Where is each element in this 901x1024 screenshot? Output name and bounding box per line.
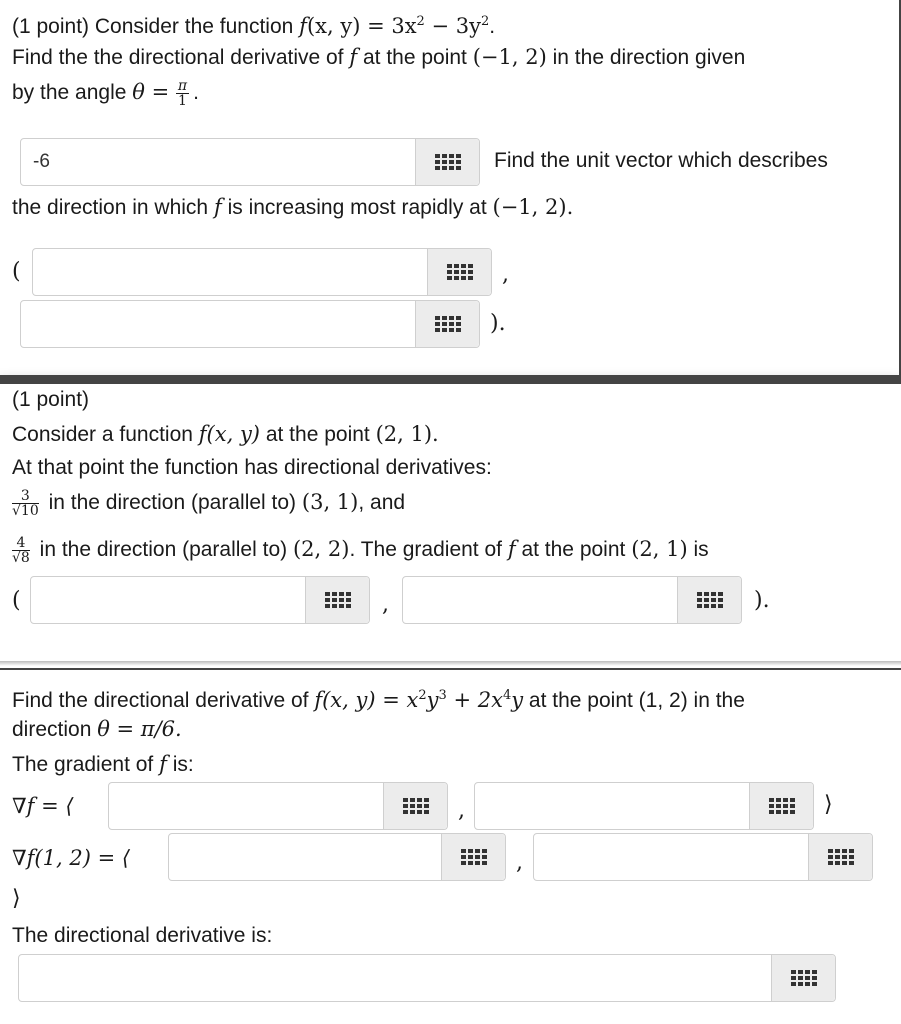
math-palette-button[interactable] (305, 577, 369, 623)
problem-1-part-2-question-cont (12, 193, 573, 222)
exponent: 2 (418, 688, 427, 703)
gradient-y-field-wrap (402, 576, 742, 624)
problem-3-panel (0, 670, 901, 1024)
problem-3-gradient-prompt (12, 750, 194, 779)
panel-divider (0, 375, 901, 384)
math-f: f (349, 45, 358, 69)
numerator: 3 (12, 489, 39, 504)
close-paren: ). (754, 588, 770, 613)
grid-icon (461, 849, 487, 865)
problem-1-statement (12, 8, 495, 41)
grid-icon (435, 316, 461, 332)
grid-icon (769, 798, 795, 814)
text: in the direction given (546, 46, 746, 69)
math-theta: θ = (132, 80, 176, 104)
text: Find the the directional derivative of (12, 46, 350, 69)
grad-at-y-input[interactable] (534, 834, 810, 880)
directional-derivative-input[interactable] (19, 955, 773, 1001)
math-f: f (299, 14, 307, 38)
grid-icon (325, 592, 351, 608)
text: at the point (260, 423, 376, 446)
math-palette-button[interactable] (677, 577, 741, 623)
math-palette-button[interactable] (441, 834, 505, 880)
text: at the point (1, 2) in the (523, 689, 745, 712)
fraction (12, 536, 30, 565)
math-point: (−1, 2) (472, 45, 547, 69)
math-fxy: f(x, y) (198, 422, 260, 446)
exponent: 4 (502, 688, 512, 703)
math-y: y (511, 688, 524, 712)
gradient-y-input[interactable] (403, 577, 679, 623)
answer-1-field-wrap (20, 138, 480, 186)
exponent: 2 (416, 14, 425, 29)
text: The gradient of (12, 753, 160, 776)
angle-close: ⟩ (824, 792, 833, 817)
denominator: √8 (12, 549, 30, 566)
text: is: (166, 753, 194, 776)
problem-3-direction (12, 715, 182, 744)
grid-icon (828, 849, 854, 865)
fraction (176, 79, 189, 108)
grid-icon (791, 970, 817, 986)
comma: , (458, 798, 465, 823)
math-palette-button[interactable] (771, 955, 835, 1001)
close-paren: ). (490, 311, 506, 336)
problem-3-statement (12, 682, 745, 715)
problem-2-derivative-2 (12, 535, 709, 565)
grid-icon (447, 264, 473, 280)
math-palette-button[interactable] (415, 301, 479, 347)
problem-1-question (12, 43, 745, 72)
numerator: 4 (12, 536, 30, 551)
math-palette-button[interactable] (808, 834, 872, 880)
math-f: f (159, 752, 167, 776)
gradient-x-field-wrap (30, 576, 370, 624)
grid-icon (435, 154, 461, 170)
math-palette-button[interactable] (415, 139, 479, 185)
problem-2-derivative-1 (12, 488, 405, 518)
problem-1-angle (12, 78, 199, 108)
math-point: (−1, 2). (492, 195, 574, 219)
answer-2b-field-wrap (20, 300, 480, 348)
grad-at-x-input[interactable] (169, 834, 443, 880)
text: is increasing most rapidly at (221, 196, 493, 219)
gradient-x-input[interactable] (31, 577, 307, 623)
gradient-label: ∇f = ⟨ (12, 794, 74, 818)
grad-y-field-wrap (474, 782, 814, 830)
open-paren: ( (12, 259, 21, 284)
text: direction (12, 718, 98, 741)
math-f: f (507, 537, 516, 561)
directional-derivative-label: The directional derivative is: (12, 924, 273, 947)
math-vector: (3, 1) (301, 490, 359, 514)
grad-at-x-field-wrap (168, 833, 506, 881)
comma: , (382, 592, 389, 617)
denominator: √10 (12, 502, 39, 519)
problem-2-statement (12, 420, 439, 449)
math-palette-button[interactable] (427, 249, 491, 295)
math-palette-button[interactable] (383, 783, 447, 829)
problem-2-points: (1 point) (12, 388, 90, 411)
math-expr: f(x, y) = x (314, 688, 419, 712)
text: . (489, 15, 496, 38)
grad-x-field-wrap (108, 782, 448, 830)
text: at the point (357, 46, 473, 69)
answer-1-input[interactable] (21, 139, 417, 185)
panel-divider-shadow (0, 661, 901, 666)
problem-1-part-2-question: Find the unit vector which describes (494, 149, 828, 172)
problem-2-panel (0, 384, 901, 662)
answer-2a-field-wrap (32, 248, 492, 296)
text: in the direction (parallel to) (33, 538, 293, 561)
exponent: 2 (481, 14, 490, 29)
math-expr: + 2x (446, 688, 503, 712)
fraction (12, 489, 39, 518)
grad-at-y-field-wrap (533, 833, 873, 881)
math-vector: (2, 2) (292, 537, 350, 561)
unit-vector-x-input[interactable] (33, 249, 429, 295)
math-expr: − 3y (424, 14, 481, 38)
text: at the point (515, 538, 632, 561)
text: (1 point) Consider the function (12, 15, 300, 38)
angle-close: ⟩ (12, 886, 21, 911)
text: the direction in which (12, 196, 214, 219)
text: , and (358, 491, 406, 514)
text: by the angle (12, 81, 133, 104)
text: . (193, 81, 199, 104)
text: in the direction (parallel to) (42, 491, 302, 514)
math-point: (2, 1) (631, 537, 688, 561)
text: . The gradient of (349, 538, 508, 561)
math-expr: (x, y) = 3x (306, 14, 417, 38)
text: is (687, 538, 709, 561)
math-palette-button[interactable] (749, 783, 813, 829)
unit-vector-y-input[interactable] (21, 301, 417, 347)
math-theta: θ = π/6. (97, 717, 182, 741)
gradient-at-point-label: ∇f(1, 2) = ⟨ (12, 846, 131, 870)
numerator: π (177, 77, 188, 94)
math-y: y (426, 688, 439, 712)
grad-f-y-input[interactable] (475, 783, 751, 829)
text: Consider a function (12, 423, 199, 446)
exponent: 3 (438, 688, 447, 703)
grid-icon (403, 798, 429, 814)
denominator: 1 (178, 92, 187, 109)
grad-f-x-input[interactable] (109, 783, 385, 829)
comma: , (502, 262, 509, 287)
text: Find the directional derivative of (12, 689, 315, 712)
grid-icon (697, 592, 723, 608)
dd-field-wrap (18, 954, 836, 1002)
math-f: f (213, 195, 222, 219)
math-point: (2, 1). (375, 422, 439, 446)
open-paren: ( (12, 588, 21, 613)
problem-2-intro: At that point the function has directional derivatives: (12, 456, 492, 479)
problem-1-panel (0, 0, 901, 377)
comma: , (516, 850, 523, 875)
